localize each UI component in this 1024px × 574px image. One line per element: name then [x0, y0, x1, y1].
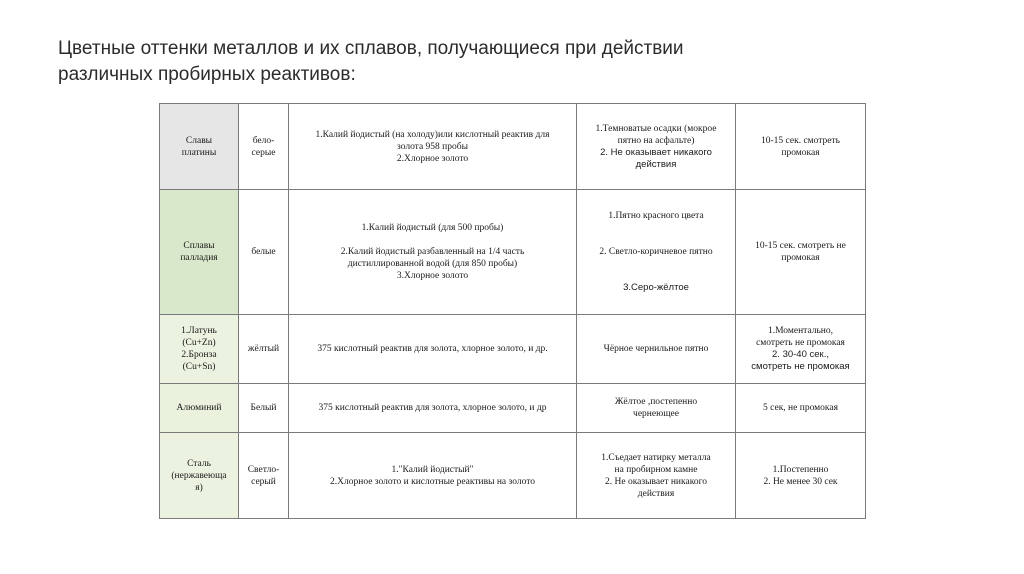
metal-name-cell: Сталь (нержавеюща я) — [160, 433, 239, 519]
time-cell: 1.Моментально, смотреть не промокая 2. 30-40 сек., смотреть не промокая — [736, 315, 866, 384]
metal-name-cell: Славы платины — [160, 104, 239, 190]
metal-name-cell: 1.Латунь (Cu+Zn) 2.Бронза (Cu+Sn) — [160, 315, 239, 384]
reagents-cell: 375 кислотный реактив для золота, хлорное золото, и др — [289, 384, 577, 433]
reagents-cell: 1."Калий йодистый" 2.Хлорное золото и кислотные реактивы на золото — [289, 433, 577, 519]
reaction-cell: Чёрное чернильное пятно — [577, 315, 736, 384]
time-cell: 5 сек, не промокая — [736, 384, 866, 433]
reaction-cell: 1.Пятно красного цвета 2. Светло-коричневое пятно 3.Серо-жёлтое — [577, 190, 736, 315]
reaction-cell: 1.Темноватые осадки (мокрое пятно на асфальте) 2. Не оказывает никакого действия — [577, 104, 736, 190]
metal-color-cell: жёлтый — [239, 315, 289, 384]
table-row — [160, 190, 866, 315]
metal-color-cell: белые — [239, 190, 289, 315]
reagents-cell: 1.Калий йодистый (для 500 пробы) 2.Калий йодистый разбавленный на 1/4 часть дистиллированной водой (для 850 пробы) 3.Хлорное золото — [289, 190, 577, 315]
slide-title-line-2: различных пробирных реактивов: — [58, 64, 356, 85]
metal-name-cell: Сплавы палладия — [160, 190, 239, 315]
table-row — [160, 384, 866, 433]
metal-color-cell: Светло- серый — [239, 433, 289, 519]
time-cell: 1.Постепенно 2. Не менее 30 сек — [736, 433, 866, 519]
table-row — [160, 315, 866, 384]
table-row — [160, 104, 866, 190]
reagents-cell: 375 кислотный реактив для золота, хлорное золото, и др. — [289, 315, 577, 384]
time-cell: 10-15 сек. смотреть не промокая — [736, 190, 866, 315]
table-row — [160, 433, 866, 519]
metal-name-cell: Алюминий — [160, 384, 239, 433]
slide-title — [58, 36, 858, 88]
reagent-table — [159, 103, 866, 519]
reaction-cell: 1.Съедает натирку металла на пробирном камне 2. Не оказывает никакого действия — [577, 433, 736, 519]
slide-title-line-1: Цветные оттенки металлов и их сплавов, получающиеся при действии — [58, 38, 684, 59]
time-cell: 10-15 сек. смотреть промокая — [736, 104, 866, 190]
reagents-cell: 1.Калий йодистый (на холоду)или кислотный реактив для золота 958 пробы 2.Хлорное золото — [289, 104, 577, 190]
metal-color-cell: Белый — [239, 384, 289, 433]
metal-color-cell: бело- серые — [239, 104, 289, 190]
reaction-cell: Жёлтое ,постепенно чернеющее — [577, 384, 736, 433]
